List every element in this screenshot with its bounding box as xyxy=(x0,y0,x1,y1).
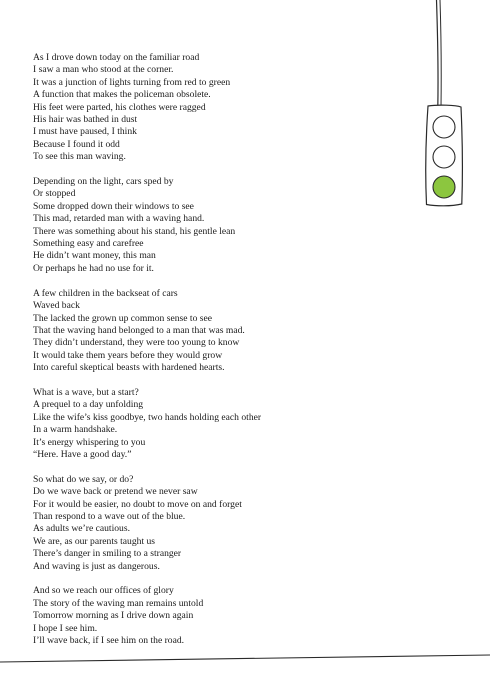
poem-line: And waving is just as dangerous. xyxy=(33,560,160,572)
bottom-light xyxy=(433,176,455,198)
poem-line: And so we reach our offices of glory xyxy=(33,585,174,597)
poem-line: That the waving hand belonged to a man that was mad. xyxy=(33,324,245,336)
poem-line: His feet were parted, his clothes were ragged xyxy=(33,101,206,113)
poem-line: Do we wave back or pretend we never saw xyxy=(33,486,198,498)
poem-line: Like the wife’s kiss goodbye, two hands holding each other xyxy=(33,411,262,423)
poem-line: To see this man waving. xyxy=(33,151,126,163)
poem-line: Waved back xyxy=(33,300,80,312)
poem-line: Into careful skeptical beasts with hardened hearts. xyxy=(33,362,225,374)
middle-light xyxy=(433,146,455,168)
poem-line: The story of the waving man remains untold xyxy=(33,597,204,609)
poem-stanza xyxy=(33,288,413,375)
traffic-light-pole-edge xyxy=(440,0,441,108)
poem-line: Depending on the light, cars sped by xyxy=(33,176,174,188)
poem-line: Than respond to a wave out of the blue. xyxy=(33,510,186,522)
poem-line: Tomorrow morning as I drive down again xyxy=(33,610,194,622)
poem-line: In a warm handshake. xyxy=(33,424,118,436)
poem-stanza xyxy=(33,474,413,573)
poem-line: This mad, retarded man with a waving hand. xyxy=(33,213,205,225)
traffic-light-housing xyxy=(426,105,463,206)
poem-line: What is a wave, but a start? xyxy=(33,386,139,398)
top-light xyxy=(433,116,455,138)
poem-line: They didn’t understand, they were too young to know xyxy=(33,337,240,349)
poem-line: A function that makes the policeman obsolete. xyxy=(33,89,211,101)
poem-line: Some dropped down their windows to see xyxy=(33,200,194,212)
poem-line: A prequel to a day unfolding xyxy=(33,399,144,411)
poem-line: His hair was bathed in dust xyxy=(33,114,138,126)
traffic-light-pole xyxy=(437,0,439,108)
poem-line: I saw a man who stood at the corner. xyxy=(33,64,174,76)
poem-line: Because I found it odd xyxy=(33,138,120,150)
poem-line: Or perhaps he had no use for it. xyxy=(33,262,154,274)
poem-line: He didn’t want money, this man xyxy=(33,250,156,262)
poem-line: We are, as our parents taught us xyxy=(33,535,156,547)
poem-line: It’s energy whispering to you xyxy=(33,436,146,448)
poem-line: The lacked the grown up common sense to see xyxy=(33,312,213,324)
poem-line: “Here. Have a good day.” xyxy=(33,448,132,460)
poem-line: I’ll wave back, if I see him on the road. xyxy=(33,635,185,647)
poem-stanza xyxy=(33,585,413,647)
poem-line: I must have paused, I think xyxy=(33,126,137,138)
poem-line: It would take them years before they would grow xyxy=(33,349,223,361)
poem-line: As I drove down today on the familiar road xyxy=(33,52,200,63)
poem-line: So what do we say, or do? xyxy=(33,473,134,485)
poem-line: There’s danger in smiling to a stranger xyxy=(33,548,182,560)
poem-line: I hope I see him. xyxy=(33,622,98,634)
poem-line: A few children in the backseat of cars xyxy=(33,287,178,299)
poem-stanza xyxy=(33,52,413,164)
poem-line: There was something about his stand, his gentle lean xyxy=(33,225,236,237)
poem xyxy=(33,52,413,660)
poem-stanza xyxy=(33,176,413,275)
poem-line: Or stopped xyxy=(33,188,76,200)
poem-stanza xyxy=(33,387,413,461)
poem-line: Something easy and carefree xyxy=(33,238,144,250)
poem-line: For it would be easier, no doubt to move on and forget xyxy=(33,498,242,510)
poem-line: As adults we’re cautious. xyxy=(33,523,130,535)
poem-line: It was a junction of lights turning from red to green xyxy=(33,76,231,88)
